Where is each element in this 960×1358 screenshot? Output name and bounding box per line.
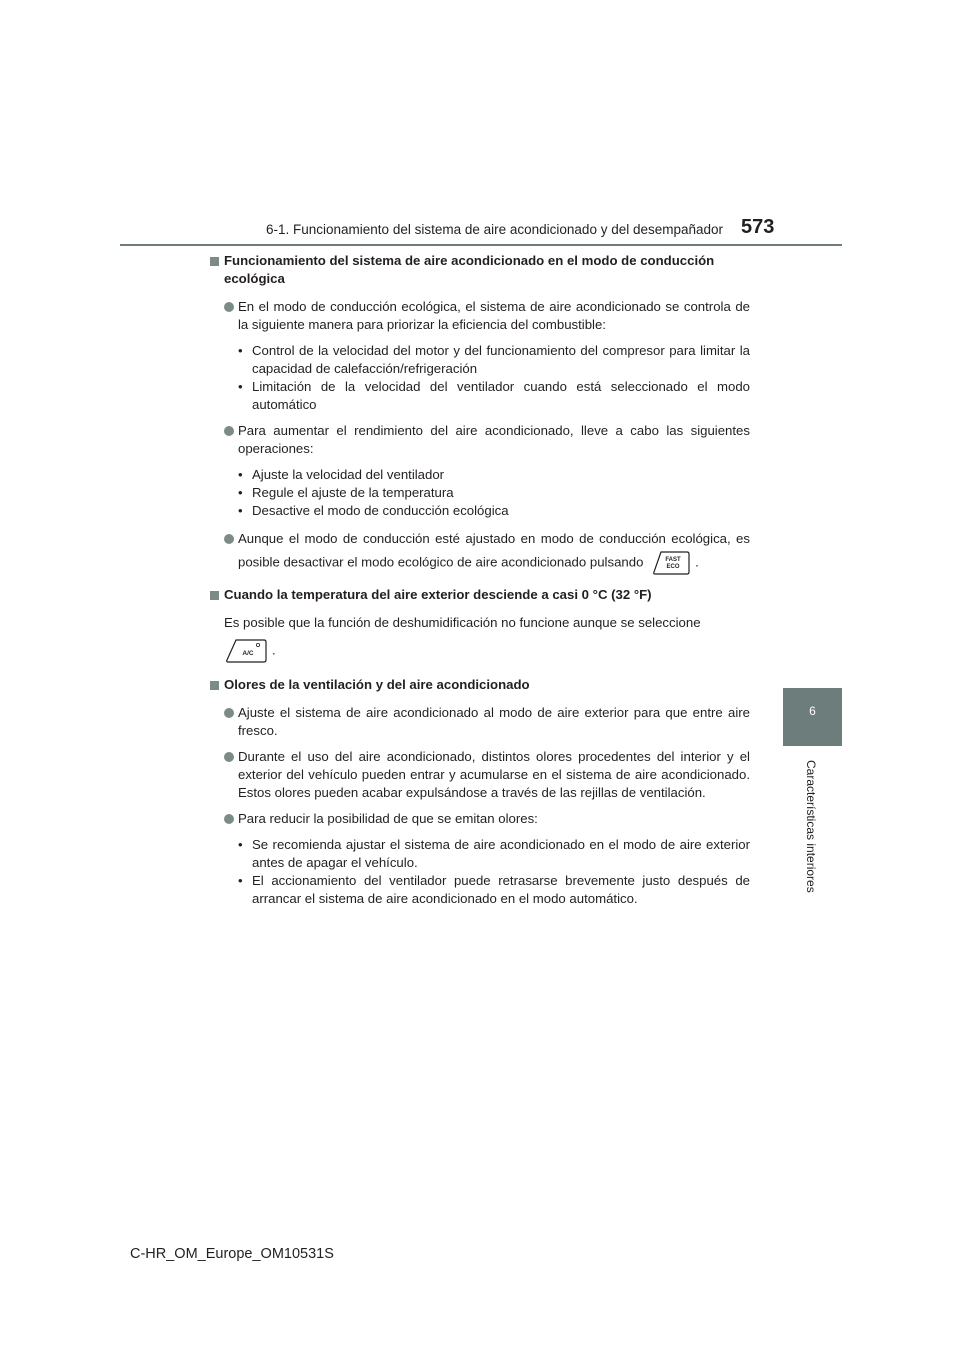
item-text: Para reducir la posibilidad de que se emitan olores: xyxy=(238,811,538,826)
sub-list xyxy=(210,836,750,908)
sub-item-text: Limitación de la velocidad del ventilador cuando está seleccionado el modo automático xyxy=(252,379,750,412)
section-body xyxy=(210,614,750,666)
sub-item-text: Regule el ajuste de la temperatura xyxy=(252,485,454,500)
header-title: 6-1. Funcionamiento del sistema de aire acondicionado y del desempañador xyxy=(266,222,724,237)
page-content xyxy=(210,252,750,916)
circle-bullet-icon xyxy=(224,752,234,762)
dot-mark: • xyxy=(238,837,243,852)
dot-mark: • xyxy=(238,503,243,518)
sub-item-text: Control de la velocidad del motor y del funcionamiento del compresor para limitar la capacidad de calefacción/refrigeración xyxy=(252,343,750,376)
circle-bullet-icon xyxy=(224,534,234,544)
list-item xyxy=(210,528,750,576)
sub-item xyxy=(238,342,750,378)
section-title: Olores de la ventilación y del aire acondicionado xyxy=(224,677,530,692)
list-item xyxy=(210,748,750,802)
item-text-end: . xyxy=(695,554,699,570)
circle-bullet-icon xyxy=(224,814,234,824)
fast-eco-button-icon xyxy=(651,550,691,576)
chapter-tab xyxy=(783,688,842,746)
dot-mark: • xyxy=(238,343,243,358)
dot-mark: • xyxy=(238,467,243,482)
square-bullet-icon xyxy=(210,591,219,600)
section-heading xyxy=(210,586,750,604)
list-item xyxy=(210,422,750,458)
item-text: Para aumentar el rendimiento del aire acondicionado, lleve a cabo las siguientes operaciones: xyxy=(238,423,750,456)
circle-bullet-icon xyxy=(224,302,234,312)
sub-item xyxy=(238,466,750,484)
fast-label: FAST xyxy=(665,557,681,563)
square-bullet-icon xyxy=(210,681,219,690)
section-heading xyxy=(210,252,750,288)
sub-item xyxy=(238,378,750,414)
section-heading xyxy=(210,676,750,694)
item-text: Ajuste el sistema de aire acondicionado al modo de aire exterior para que entre aire fresco. xyxy=(238,705,750,738)
section-title: Funcionamiento del sistema de aire acondicionado en el modo de conducción ecológica xyxy=(224,253,715,286)
sub-list xyxy=(210,466,750,520)
section-title: Cuando la temperatura del aire exterior desciende a casi 0 °C (32 °F) xyxy=(224,587,652,602)
list-item xyxy=(210,810,750,828)
circle-bullet-icon xyxy=(224,426,234,436)
item-text: Durante el uso del aire acondicionado, distintos olores procedentes del interior y el exterior del vehículo pueden entrar y acumularse en el sistema de aire acondicionado. Estos olores pueden acabar expulsándose a través de las rejillas de ventilación. xyxy=(238,749,750,800)
item-text: En el modo de conducción ecológica, el sistema de aire acondicionado se controla de la siguiente manera para priorizar la eficiencia del combustible: xyxy=(238,299,750,332)
sub-item xyxy=(238,872,750,908)
body-text-end: . xyxy=(272,642,276,658)
ac-label: A/C xyxy=(242,650,254,657)
ac-button-icon xyxy=(224,638,268,664)
sub-item-text: El accionamiento del ventilador puede retrasarse brevemente justo después de arrancar el sistema de aire acondicionado en el modo automático. xyxy=(252,873,750,906)
list-item xyxy=(210,298,750,334)
sub-item-text: Desactive el modo de conducción ecológica xyxy=(252,503,509,518)
sub-list xyxy=(210,342,750,414)
circle-bullet-icon xyxy=(224,708,234,718)
eco-label: ECO xyxy=(666,564,680,570)
body-text: Es posible que la función de deshumidificación no funcione aunque se seleccione xyxy=(224,615,701,630)
sub-item xyxy=(238,836,750,872)
sub-item xyxy=(238,502,750,520)
list-item xyxy=(210,704,750,740)
dot-mark: • xyxy=(238,873,243,888)
page-number: 573 xyxy=(741,216,775,238)
chapter-label: Características interiores xyxy=(804,760,818,893)
sub-item-text: Ajuste la velocidad del ventilador xyxy=(252,467,445,482)
sub-item-text: Se recomienda ajustar el sistema de aire acondicionado en el modo de aire exterior antes de apagar el vehículo. xyxy=(252,837,750,870)
icon-line xyxy=(224,638,750,666)
dot-mark: • xyxy=(238,379,243,394)
footer-code: C-HR_OM_Europe_OM10531S xyxy=(130,1246,334,1262)
square-bullet-icon xyxy=(210,257,219,266)
sub-item xyxy=(238,484,750,502)
item-text: Aunque el modo de conducción esté ajustado en modo de conducción ecológica, es posible desactivar el modo ecológico de aire acondicionado pulsando xyxy=(238,531,750,570)
header-rule xyxy=(120,244,842,246)
dot-mark: • xyxy=(238,485,243,500)
chapter-number: 6 xyxy=(809,704,816,718)
